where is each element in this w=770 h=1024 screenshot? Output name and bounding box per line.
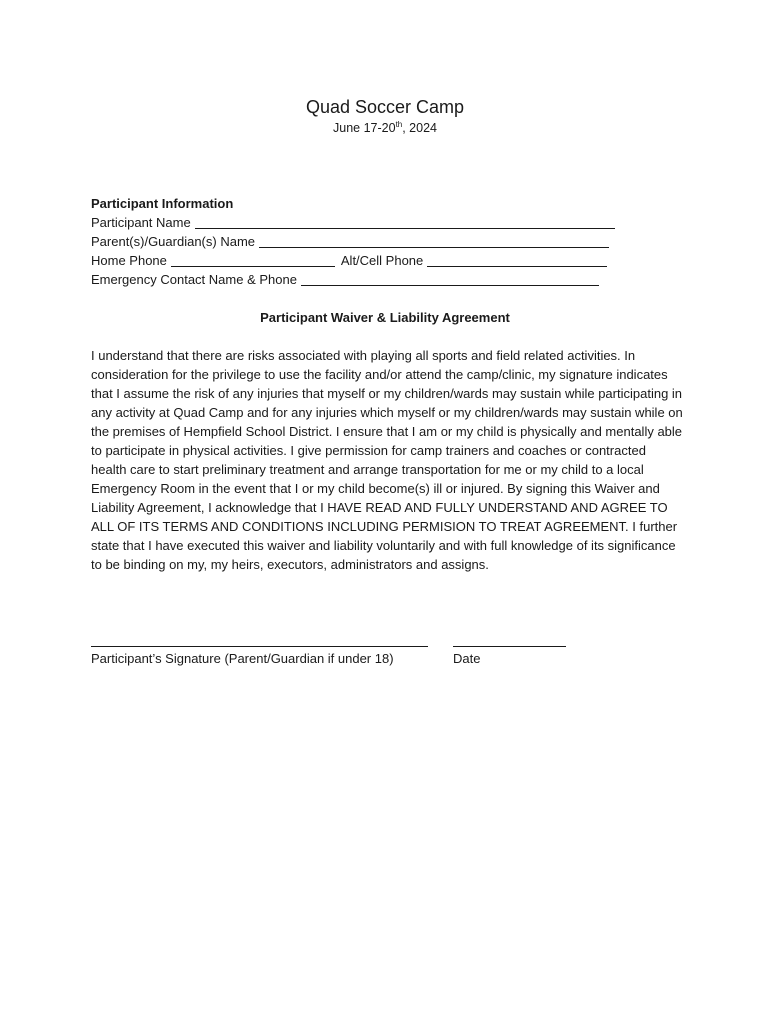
emergency-contact-field[interactable] [301, 270, 599, 286]
phone-row [91, 251, 607, 270]
document-title: Quad Soccer Camp [305, 97, 465, 117]
guardian-name-label: Parent(s)/Guardian(s) Name [91, 234, 255, 249]
camp-dates [0, 120, 770, 136]
waiver-body-text: I understand that there are risks associated with playing all sports and field related activities. In consideration for the privilege to use the facility and/or attend the camp/clinic, my signature indicates that I assume the risk of any injuries that myself or my children/wards may sustain while participating in any activity at Quad Camp and for any injuries which myself or my children/wards may sustain while on the premises of Hempfield School District. I ensure that I am or my child is physically and mentally able to participate in physical activities. I give permission for camp trainers and coaches or contracted health care to start preliminary treatment and arrange transportation for me or my child to a local Emergency Room in the event that I or my child become(s) ill or injured. By signing this Waiver and Liability Agreement, I acknowledge that I HAVE READ AND FULLY UNDERSTAND AND AGREE TO ALL OF ITS TERMS AND CONDITIONS INCLUDING PERMISION TO TREAT AGREEMENT. I further state that I have executed this waiver and liability voluntarily and with full knowledge of its significance to be binding on my, my heirs, executors, administrators and assigns. [91, 348, 683, 572]
emergency-contact-label: Emergency Contact Name & Phone [91, 272, 297, 287]
date-label: Date [453, 651, 481, 666]
participant-name-row [91, 213, 615, 232]
home-phone-field[interactable] [171, 251, 335, 267]
date-line[interactable] [453, 646, 566, 647]
alt-phone-field[interactable] [427, 251, 607, 267]
emergency-contact-row [91, 270, 599, 289]
guardian-name-row [91, 232, 609, 251]
participant-name-field[interactable] [195, 213, 615, 229]
camp-dates-year: , 2024 [402, 121, 437, 135]
participant-info-heading: Participant Information [91, 196, 234, 211]
camp-dates-superscript: th [395, 119, 403, 129]
waiver-heading: Participant Waiver & Liability Agreement [260, 310, 510, 325]
guardian-name-field[interactable] [259, 232, 609, 248]
signature-label: Participant’s Signature (Parent/Guardian if under 18) [91, 651, 394, 666]
home-phone-label: Home Phone [91, 253, 167, 268]
camp-dates-main: June 17-20 [333, 121, 396, 135]
participant-name-label: Participant Name [91, 215, 191, 230]
alt-phone-label: Alt/Cell Phone [340, 253, 424, 268]
signature-line[interactable] [91, 646, 428, 647]
